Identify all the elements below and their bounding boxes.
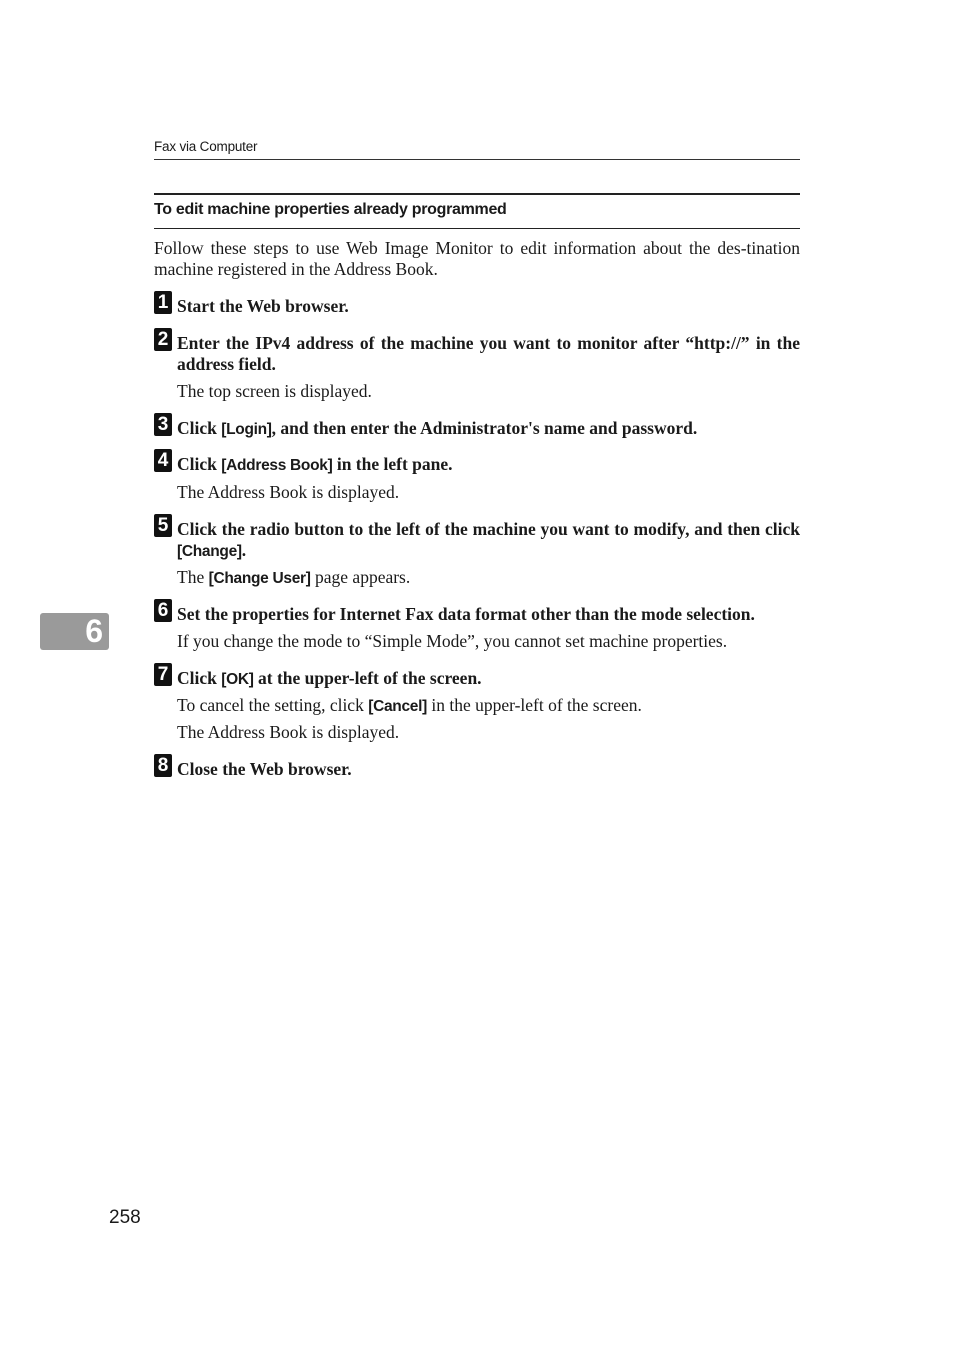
page-number: 258: [109, 1207, 141, 1228]
step-4-text: Click [Address Book] in the left pane.: [177, 454, 453, 474]
step-number-7: 7: [154, 663, 172, 686]
step-2-note: The top screen is displayed.: [177, 381, 372, 401]
step-3-text: Click [Login], and then enter the Administrator's name and password.: [177, 418, 698, 438]
section-rule-top: [154, 193, 800, 195]
step-4-note: The Address Book is displayed.: [177, 482, 400, 502]
section-title: To edit machine properties already programmed: [154, 201, 507, 218]
step-7-note-2: The Address Book is displayed.: [177, 722, 400, 742]
step-7-note: To cancel the setting, click [Cancel] in the upper-left of the screen.: [177, 695, 642, 715]
chapter-tab: 6: [40, 613, 109, 650]
step-number-6: 6: [154, 599, 172, 622]
step-5-text: Click the radio button to the left of the machine you want to modify, and then click [Change].: [177, 519, 800, 560]
step-number-1: 1: [154, 291, 172, 314]
change-ui-label: [Change]: [177, 543, 242, 560]
change-user-ui-label: [Change User]: [208, 570, 311, 587]
step-2-text: Enter the IPv4 address of the machine you want to monitor after “http://” in the address field.: [177, 333, 800, 374]
step-number-5: 5: [154, 514, 172, 537]
step-8-text: Close the Web browser.: [177, 759, 352, 779]
ok-ui-label: [OK]: [221, 671, 254, 688]
step-1-text: Start the Web browser.: [177, 296, 349, 316]
section-rule-bottom: [154, 228, 800, 229]
intro-paragraph: Follow these steps to use Web Image Monitor to edit information about the des-tination machine registered in the Address Book.: [154, 238, 800, 279]
step-7-text: Click [OK] at the upper-left of the screen.: [177, 668, 482, 688]
step-number-3: 3: [154, 413, 172, 436]
running-header: Fax via Computer: [154, 139, 258, 154]
step-5-note: The [Change User] page appears.: [177, 567, 411, 587]
step-number-8: 8: [154, 754, 172, 777]
step-number-4: 4: [154, 449, 172, 472]
address-book-ui-label: [Address Book]: [221, 457, 333, 474]
cancel-ui-label: [Cancel]: [368, 698, 427, 715]
step-6-note: If you change the mode to “Simple Mode”, you cannot set machine properties.: [177, 631, 728, 651]
step-number-2: 2: [154, 328, 172, 351]
header-rule: [154, 159, 800, 160]
step-6-text: Set the properties for Internet Fax data format other than the mode selection.: [177, 604, 755, 624]
login-ui-label: [Login]: [221, 421, 272, 438]
